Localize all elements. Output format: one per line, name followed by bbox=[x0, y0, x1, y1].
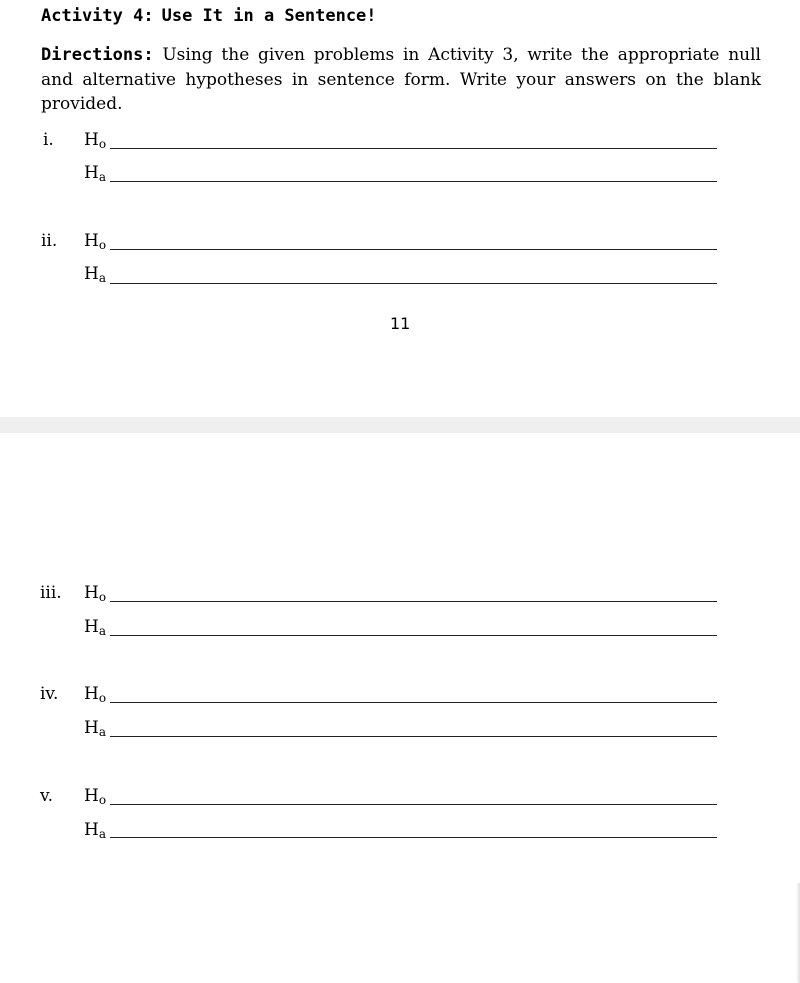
page-separator bbox=[0, 417, 800, 433]
alt-hypothesis-blank-iv[interactable] bbox=[110, 736, 717, 737]
directions-text: Using the given problems in Activity 3, write the appropriate null and alternative hypotheses in sentence form. Write your answers on the blank provided. bbox=[41, 45, 761, 114]
item-numeral-v: v. bbox=[40, 786, 53, 806]
null-hypothesis-label-iii: $H_o$ bbox=[84, 583, 107, 604]
page-two bbox=[0, 433, 800, 849]
alt-hypothesis-label-iii: $H_a$ bbox=[84, 617, 106, 638]
null-hypothesis-label-ii: $H_o$ bbox=[84, 231, 107, 252]
null-hypothesis-label-i: $H_o$ bbox=[84, 130, 107, 151]
null-hypothesis-label-v: $H_o$ bbox=[84, 786, 107, 807]
activity-name: Use It in a Sentence! bbox=[161, 6, 377, 26]
page-number: 11 bbox=[390, 314, 411, 333]
null-hypothesis-blank-iv[interactable] bbox=[110, 702, 717, 703]
item-numeral-ii: ii. bbox=[41, 231, 58, 251]
item-numeral-iv: iv. bbox=[40, 684, 59, 704]
alt-hypothesis-blank-i[interactable] bbox=[110, 181, 717, 182]
alt-hypothesis-blank-iii[interactable] bbox=[110, 635, 717, 636]
alt-hypothesis-label-ii: $H_a$ bbox=[84, 264, 106, 285]
alt-hypothesis-label-iv: $H_a$ bbox=[84, 718, 106, 739]
activity-title bbox=[41, 6, 377, 26]
alt-hypothesis-label-i: $H_a$ bbox=[84, 163, 106, 184]
item-numeral-i: i. bbox=[43, 130, 54, 150]
directions-label: Directions: bbox=[41, 45, 154, 65]
null-hypothesis-blank-ii[interactable] bbox=[110, 249, 717, 250]
item-numeral-iii: iii. bbox=[40, 583, 62, 603]
null-hypothesis-label-iv: $H_o$ bbox=[84, 684, 107, 705]
null-hypothesis-blank-iii[interactable] bbox=[110, 601, 717, 602]
activity-number: Activity 4: bbox=[41, 6, 154, 26]
alt-hypothesis-blank-ii[interactable] bbox=[110, 283, 717, 284]
alt-hypothesis-label-v: $H_a$ bbox=[84, 820, 106, 841]
null-hypothesis-blank-i[interactable] bbox=[110, 148, 717, 149]
page-one bbox=[0, 0, 800, 417]
alt-hypothesis-blank-v[interactable] bbox=[110, 837, 717, 838]
directions-paragraph bbox=[41, 43, 761, 117]
null-hypothesis-blank-v[interactable] bbox=[110, 804, 717, 805]
scroll-edge-shadow bbox=[796, 883, 800, 983]
